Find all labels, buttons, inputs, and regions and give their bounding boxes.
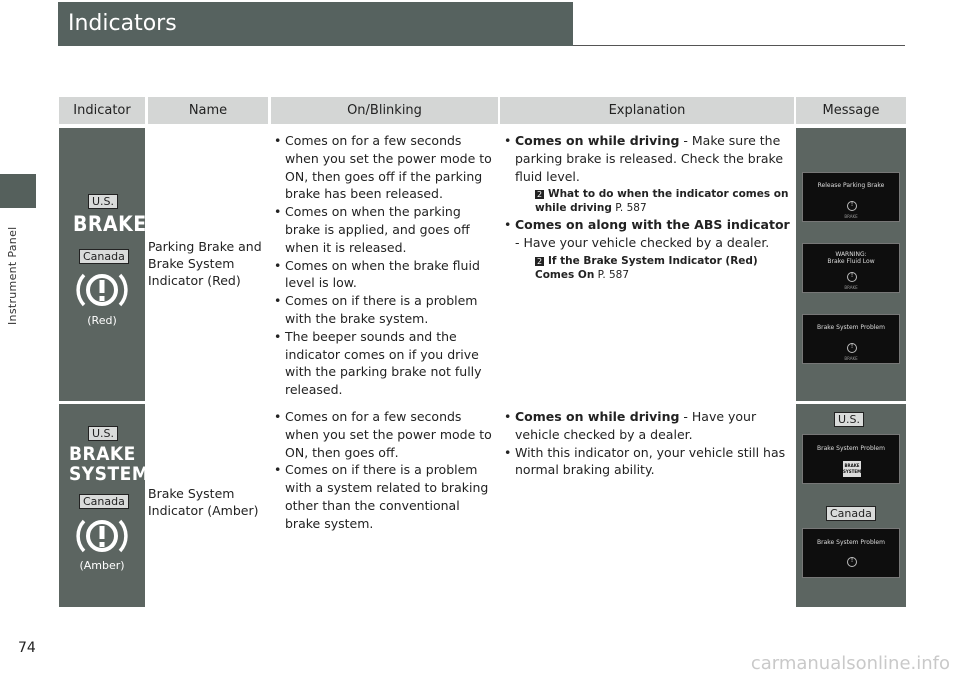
- title-divider: [573, 45, 905, 46]
- list-item: • Comes on for a few seconds when you set the power mode to ON, then goes off.: [272, 408, 494, 461]
- explanation-text: - Have your vehicle checked by a dealer.: [515, 409, 757, 442]
- list-item: • Comes on when the parking brake is applied, and goes off when it is released.: [272, 203, 494, 256]
- indicator-cell-red: [59, 128, 145, 401]
- us-badge: U.S.: [834, 412, 864, 427]
- message-screen: [802, 434, 900, 484]
- brake-system-line-2: SYSTEM: [69, 463, 150, 485]
- message-screen: [802, 172, 900, 222]
- message-screen: [802, 314, 900, 364]
- message-text: Brake System Problem: [817, 445, 885, 452]
- message-text: Brake System Problem: [817, 539, 885, 546]
- canada-badge: Canada: [826, 506, 876, 521]
- list-item: • With this indicator on, your vehicle still has normal braking ability.: [502, 444, 794, 480]
- message-screen: [802, 528, 900, 578]
- indicator-cell-amber: [59, 404, 150, 607]
- list-item: [502, 408, 794, 444]
- message-cell-red: [796, 128, 906, 401]
- reference-arrow-icon: 2: [536, 190, 543, 200]
- explanation-heading: Comes on while driving: [515, 409, 680, 424]
- reference-title: What to do when the indicator comes on while driving: [535, 188, 789, 215]
- table-row: [59, 128, 906, 401]
- canada-badge: Canada: [79, 494, 129, 509]
- list-item: • Comes on when the brake fluid level is low.: [272, 257, 494, 293]
- explanation-heading: Comes on along with the ABS indicator: [515, 217, 790, 233]
- message-cell-amber: [796, 404, 906, 607]
- message-text: Brake System Problem: [817, 324, 885, 331]
- list-item: [502, 132, 794, 215]
- chapter-tab: [0, 174, 36, 208]
- page-number: 74: [18, 640, 36, 656]
- warning-icon: [847, 201, 857, 211]
- message-text: Release Parking Brake: [817, 182, 885, 189]
- chapter-label: Instrument Panel: [6, 226, 19, 325]
- header-explanation: Explanation: [500, 97, 794, 124]
- canada-badge: Canada: [79, 249, 129, 264]
- message-screen: [802, 243, 900, 293]
- indicator-name: Parking Brake and Brake System Indicator (Red): [148, 239, 262, 288]
- brake-warning-icon: [76, 515, 128, 557]
- list-item: • Comes on for a few seconds when you set the power mode to ON, then goes off if the parking brake has been released.: [272, 132, 494, 203]
- warning-icon: [847, 272, 857, 282]
- mini-line-2: SYSTEM: [843, 469, 862, 474]
- explanation-heading: Comes on while driving: [515, 133, 680, 148]
- list-item: [502, 216, 794, 282]
- header-name: Name: [148, 97, 268, 124]
- page-title: Indicators: [58, 2, 573, 46]
- message-sub: BRAKE: [844, 214, 858, 219]
- message-sub: BRAKE: [844, 285, 858, 290]
- reference-title: If the Brake System Indicator (Red) Comes On: [535, 254, 758, 281]
- explanation-list: [502, 132, 794, 283]
- explanation-text: - Have your vehicle checked by a dealer.: [515, 235, 770, 251]
- mini-line-1: BRAKE: [844, 463, 860, 468]
- indicator-name: Brake System Indicator (Amber): [148, 486, 259, 518]
- cross-reference-link[interactable]: [515, 187, 794, 215]
- list-item: • Comes on if there is a problem with the brake system.: [272, 292, 494, 328]
- list-item: • Comes on if there is a problem with a system related to braking other than the conventional brake system.: [272, 461, 494, 532]
- brake-system-text-icon: [69, 443, 150, 485]
- cross-reference-link[interactable]: [515, 254, 794, 282]
- message-sub: BRAKE: [844, 356, 858, 361]
- table-row: [59, 404, 906, 607]
- list-item: • The beeper sounds and the indicator comes on if you drive with the parking brake not fully released.: [272, 328, 494, 399]
- amber-caption: (Amber): [79, 559, 125, 572]
- explanation-text: - Make sure the parking brake is released. Check the brake fluid level.: [515, 133, 784, 184]
- on-blinking-list: [272, 132, 494, 399]
- on-blinking-list: [272, 408, 494, 533]
- explanation-list: [502, 408, 794, 479]
- watermark: carmanualsonline.info: [750, 653, 950, 674]
- reference-arrow-icon: 2: [536, 256, 543, 266]
- reference-page: P. 587: [611, 202, 647, 215]
- header-indicator: Indicator: [59, 97, 145, 124]
- warning-icon: [847, 557, 857, 567]
- warning-icon: [847, 343, 857, 353]
- brake-warning-icon: [76, 269, 128, 311]
- header-message: Message: [796, 97, 906, 124]
- brake-system-mini-icon: [843, 461, 861, 477]
- reference-page: P. 587: [594, 268, 630, 281]
- message-text: WARNING: Brake Fluid Low: [827, 251, 875, 265]
- header-on-blinking: On/Blinking: [271, 97, 498, 124]
- brake-text-icon: BRAKE: [73, 212, 147, 236]
- red-caption: (Red): [87, 314, 117, 327]
- us-badge: U.S.: [88, 194, 118, 209]
- us-badge: U.S.: [88, 426, 118, 441]
- brake-system-line-1: BRAKE: [69, 443, 136, 465]
